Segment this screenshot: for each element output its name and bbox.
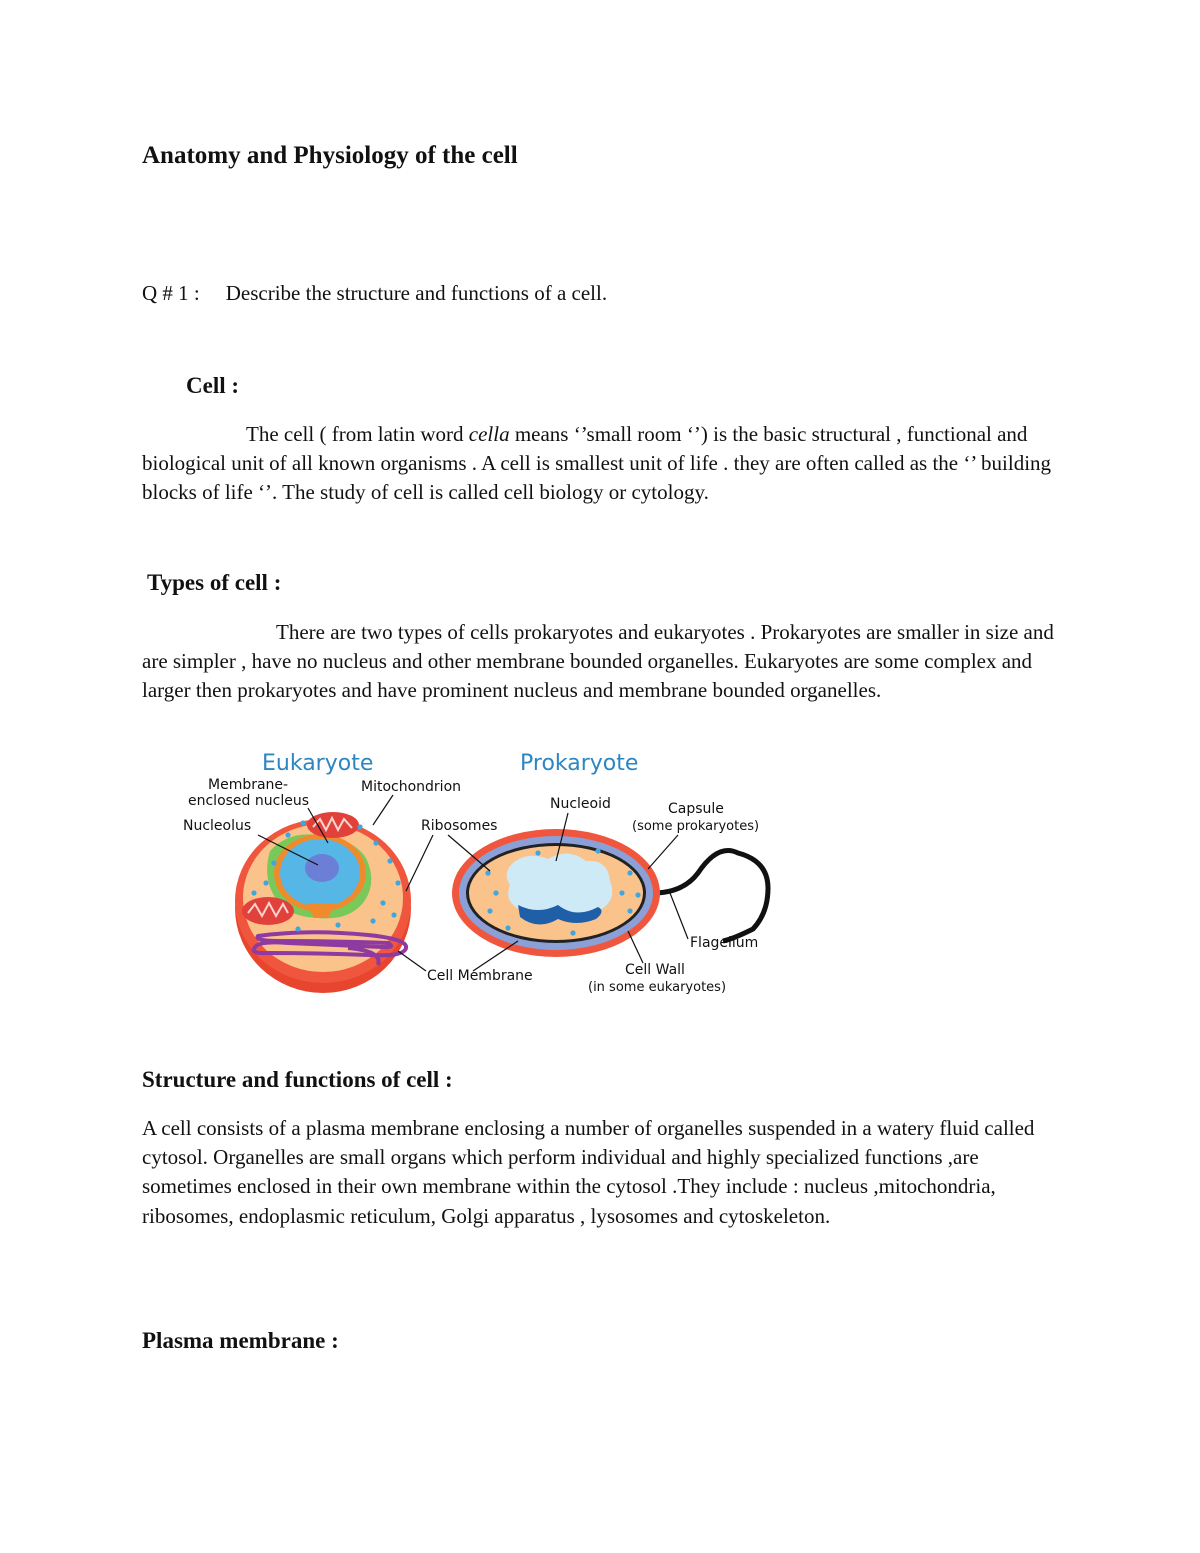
label-membrane-line1: Membrane- [208, 777, 289, 793]
cell-text-italic: cella [468, 422, 510, 446]
label-nucleoid: Nucleoid [550, 796, 611, 812]
question-label: Q # 1 : [142, 281, 200, 305]
label-flagellum: Flagellum [690, 935, 759, 951]
mitochondrion-left [242, 897, 294, 925]
label-membrane-line2: enclosed nucleus [188, 793, 309, 809]
cell-diagram [178, 743, 778, 1003]
cell-text-end: means ‘’small room ‘’) is the basic structural , functional and biological unit of all known organisms . A cell is smallest unit of life . they are often called as the ‘’ building blocks of life ‘’. The study of cell is called cell biology or cytology. [142, 422, 1052, 505]
label-cell-wall-note: (in some eukaryotes) [588, 980, 727, 995]
label-cell-wall: Cell Wall [625, 962, 685, 978]
page-title: Anatomy and Physiology of the cell [142, 142, 518, 169]
question-text: Describe the structure and functions of a cell. [225, 281, 608, 305]
question [142, 281, 607, 306]
label-cell-membrane: Cell Membrane [427, 968, 533, 984]
heading-plasma-membrane: Plasma membrane : [142, 1328, 339, 1353]
mitochondrion-top [307, 812, 359, 838]
nucleolus [305, 854, 339, 882]
label-capsule: Capsule [668, 801, 724, 817]
paragraph-types [142, 618, 1072, 706]
paragraph-structure: A cell consists of a plasma membrane enclosing a number of organelles suspended in a watery fluid called cytosol. Organelles are small organs which perform individual and highly specialized functions ,are sometimes enclosed in their own membrane within the cytosol .They include : nucleus ,mitochondria, ribosomes, endoplasmic reticulum, Golgi apparatus , lysosomes and cytoskeleton. [142, 1116, 1035, 1228]
cell-text-start: The cell ( from latin word [246, 422, 469, 446]
label-capsule-note: (some prokaryotes) [632, 819, 760, 834]
types-text: There are two types of cells prokaryotes and eukaryotes . Prokaryotes are smaller in size and are simpler , have no nucleus and other membrane bounded organelles. Eukaryotes are some complex and larger then prokaryotes and have prominent nucleus and membrane bounded organelles. [142, 620, 1054, 703]
paragraph-cell [142, 420, 1072, 508]
flagellum [653, 851, 768, 942]
label-nucleolus: Nucleolus [183, 818, 252, 834]
label-ribosomes: Ribosomes [421, 818, 498, 834]
label-mitochondrion: Mitochondrion [361, 779, 462, 795]
eukaryote-cell [235, 812, 411, 993]
eukaryote-title: Eukaryote [262, 751, 374, 776]
cell-diagram-svg [178, 743, 778, 1003]
heading-structure: Structure and functions of cell : [142, 1067, 453, 1092]
heading-cell: Cell : [186, 373, 240, 398]
heading-types: Types of cell : [147, 570, 282, 595]
prokaryote-title: Prokaryote [520, 751, 639, 776]
